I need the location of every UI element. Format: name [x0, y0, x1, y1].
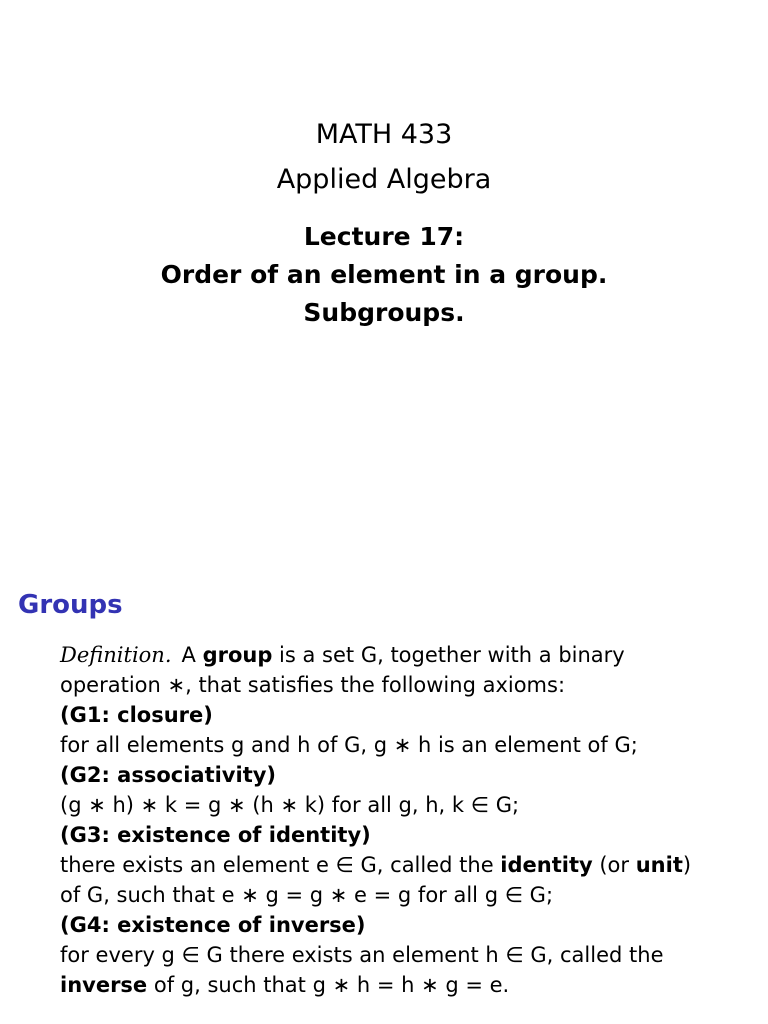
axiom-g2-title: (G2: associativity): [60, 763, 277, 787]
axiom-g4-text: for every g ∈ G there exists an element h ∈ G, called the: [60, 943, 664, 967]
axiom-g4-title: (G4: existence of inverse): [60, 913, 366, 937]
axiom-g1-text: for all elements g and h of G, g ∗ h is an element of G;: [60, 733, 638, 757]
identity-term: identity: [500, 853, 593, 877]
definition-line-2: operation ∗, that satisfies the following axioms:: [60, 673, 566, 697]
g3-text-c: ): [682, 853, 692, 877]
lecture-title: [0, 218, 768, 332]
g3-text-b: (or: [592, 853, 636, 877]
lecture-line-2: Order of an element in a group.: [160, 260, 608, 289]
axiom-g3-text: [60, 850, 740, 880]
definition-line-1: [60, 640, 740, 670]
inverse-term: inverse: [60, 973, 148, 997]
course-code: MATH 433: [315, 119, 453, 150]
axiom-g3-title: (G3: existence of identity): [60, 823, 371, 847]
groups-slide: [0, 576, 768, 1024]
group-term: group: [202, 643, 273, 667]
unit-term: unit: [635, 853, 683, 877]
lecture-line-1: Lecture 17:: [303, 222, 465, 251]
axiom-g2-text: (g ∗ h) ∗ k = g ∗ (h ∗ k) for all g, h, k ∈ G;: [60, 793, 520, 817]
axiom-g4-line-2: [60, 970, 740, 1000]
definition-label: Definition.: [60, 643, 172, 667]
definition-a: A: [181, 643, 203, 667]
g3-text-a: there exists an element e ∈ G, called the: [60, 853, 501, 877]
definition-body: [60, 640, 740, 1000]
axiom-g1-title: (G1: closure): [60, 703, 213, 727]
g4-line-2-rest: of g, such that g ∗ h = h ∗ g = e.: [147, 973, 510, 997]
definition-rest: is a set G, together with a binary: [272, 643, 625, 667]
course-name: Applied Algebra: [276, 164, 492, 195]
section-heading: Groups: [18, 590, 123, 620]
lecture-line-3: Subgroups.: [303, 298, 465, 327]
axiom-g3-line-2: of G, such that e ∗ g = g ∗ e = g for all g ∈ G;: [60, 883, 554, 907]
